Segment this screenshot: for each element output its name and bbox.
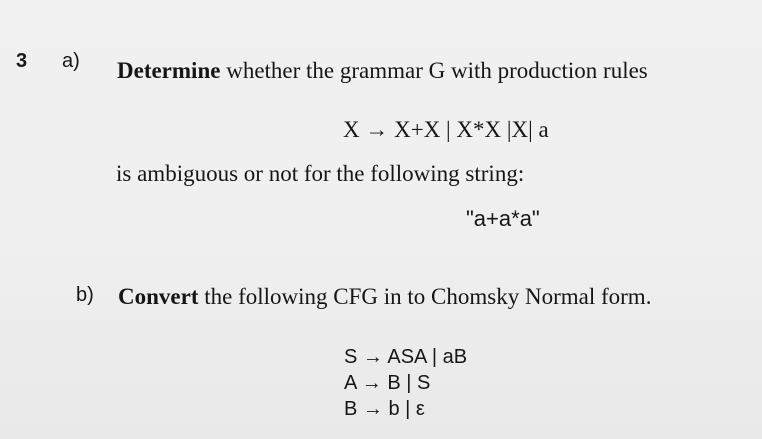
question-number: 3: [16, 50, 28, 72]
part-a-production-rule: X → X+X | X*X |X| a: [343, 117, 549, 142]
part-b-grammar: [344, 344, 467, 422]
part-a-statement-rest: whether the grammar G with production rules: [220, 58, 648, 83]
part-a-statement: [117, 58, 648, 84]
part-b-label: b): [76, 284, 94, 306]
part-b-statement-rest: the following CFG in to Chomsky Normal form.: [198, 284, 652, 309]
part-a-label: a): [62, 50, 80, 72]
production-a: A → B | S: [344, 372, 431, 394]
part-a-continuation: is ambiguous or not for the following string:: [116, 161, 525, 186]
part-a-test-string: "a+a*a": [466, 206, 540, 231]
part-a-bold-lead: Determine: [117, 58, 221, 83]
production-s: S → ASA | aB: [344, 346, 468, 368]
part-b-statement: [118, 284, 651, 310]
part-b-bold-lead: Convert: [118, 284, 199, 309]
production-b: B → b | ε: [344, 398, 425, 420]
